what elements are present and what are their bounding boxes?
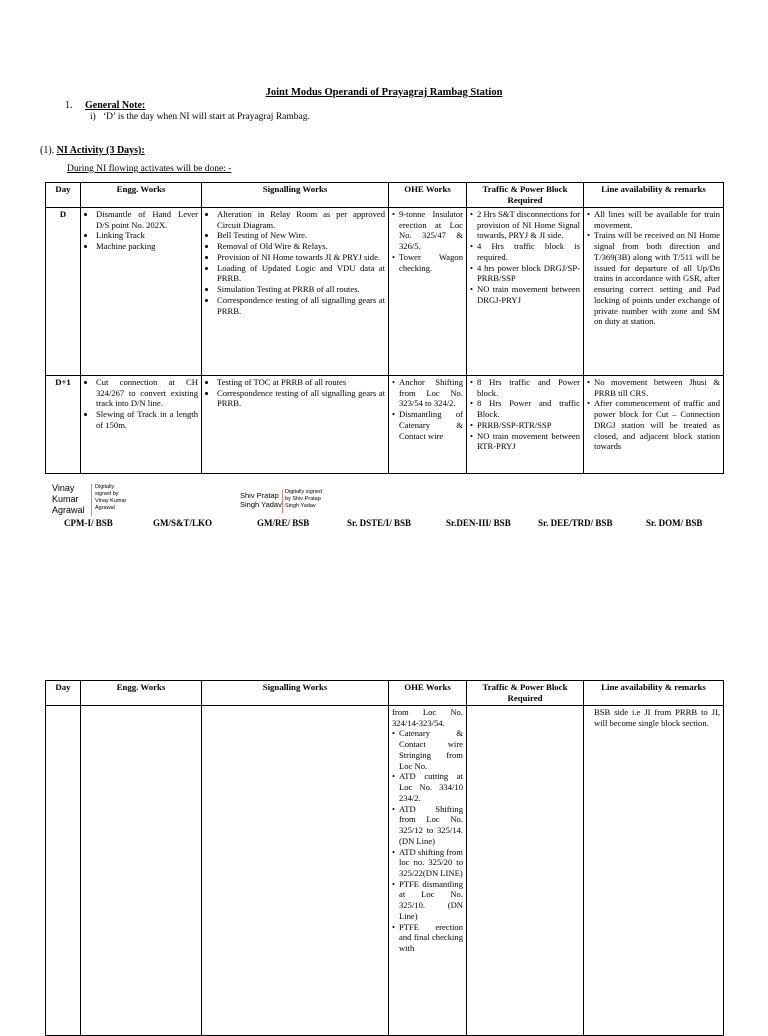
line-availability-cell xyxy=(584,207,724,375)
list-item: • Anchor Shifting from Loc No. 323/54 to 324/2. xyxy=(392,377,463,409)
signalling-cell xyxy=(202,705,389,1035)
list-item: • Correspondence testing of all signalling gears at PRRB. xyxy=(217,295,385,316)
list-item: • 4 Hrs traffic block is required. xyxy=(470,241,580,262)
ohe-cell xyxy=(389,705,467,1035)
header-engg-works: Engg. Works xyxy=(81,183,202,208)
list-item: • 8 Hrs Power and traffic Block. xyxy=(470,398,580,419)
list-item: • Bell Testing of New Wire. xyxy=(217,230,385,241)
footer-label-sr-den: Sr.DEN-III/ BSB xyxy=(446,518,511,528)
list-item: • Cut connection at CH 324/267 to convert existing track into D/N line. xyxy=(96,377,198,409)
line-continued-text: BSB side i.e JI from PRRB to JI, will become single block section. xyxy=(594,706,720,728)
footer-label-cpm: CPM-I/ BSB xyxy=(64,518,113,528)
list-item: • All lines will be available for train movement. xyxy=(587,209,720,230)
list-item: • 2 Hrs S&T disconnections for provision of NI Home Signal towards, PRYJ & JI side. xyxy=(470,209,580,241)
line-availability-cell xyxy=(584,705,724,1035)
list-item: • After commencement of traffic and power block for Cut – Connection DRGJ station will be treated as closed, and adjacent block station towards xyxy=(587,398,720,452)
signalling-cell xyxy=(202,375,389,473)
day-cell xyxy=(46,705,81,1035)
line-availability-cell xyxy=(584,375,724,473)
continuation-table xyxy=(45,680,724,1036)
table-row xyxy=(46,375,724,473)
ni-activity-prefix: (1). xyxy=(40,145,55,156)
header-ohe-works: OHE Works xyxy=(389,681,467,706)
header-line-availability: Line availability & remarks xyxy=(584,681,724,706)
day-cell: D xyxy=(46,207,81,375)
header-signalling-works: Signalling Works xyxy=(202,183,389,208)
page-title: Joint Modus Operandi of Prayagraj Rambag Station xyxy=(265,87,503,98)
ohe-cell xyxy=(389,375,467,473)
general-note-heading xyxy=(65,100,145,111)
list-item: • ATD Shifting from Loc No. 325/12 to 325/14. (DN Line) xyxy=(392,804,463,847)
signature-1-divider xyxy=(91,484,92,516)
list-item: • Dismantling of Catenary & Contact wire xyxy=(392,409,463,441)
list-item: • Loading of Updated Logic and VDU data at PRRB. xyxy=(217,263,385,284)
list-item: • Catenary & Contact wire Stringing from Loc No. xyxy=(392,728,463,771)
list-item: • NO train movement between DRGJ-PRYJ xyxy=(470,284,580,305)
general-note-item-num: i) xyxy=(90,112,96,122)
header-traffic-power-block: Traffic & Power Block Required xyxy=(467,681,584,706)
list-item: • Correspondence testing of all signalling gears at PRRB. xyxy=(217,388,385,409)
table-row xyxy=(46,705,724,1035)
list-item: • Tower Wagon checking. xyxy=(392,252,463,273)
general-note-item-text: ‘D’ is the day when NI will start at Prayagraj Rambag. xyxy=(102,112,310,122)
header-engg-works: Engg. Works xyxy=(81,681,202,706)
engg-cell xyxy=(81,207,202,375)
list-item: • Provision of NI Home towards JI & PRYJ side. xyxy=(217,252,385,263)
list-item: • Testing of TOC at PRRB of all routes xyxy=(217,377,385,388)
during-note: During NI flowing activates will be done: - xyxy=(67,164,232,174)
table-row xyxy=(46,207,724,375)
list-item: • Simulation Testing at PRRB of all routes. xyxy=(217,284,385,295)
signature-1-name: Vinay Kumar Agrawal xyxy=(52,483,85,515)
list-item: • Trains will be received on NI Home signal from both direction and T/369(3B) along with T/511 will be issued for departure of all Up/Dn trains in accordance with GSR, after ensuring correct setting and Pad locking of points under exchange of private number with zone and SM on duty at station. xyxy=(587,230,720,327)
list-item: • Alteration in Relay Room as per approved Circuit Diagram. xyxy=(217,209,385,230)
signature-2-name: Shiv Pratap Singh Yadav xyxy=(240,491,282,509)
activity-table xyxy=(45,182,724,474)
header-day: Day xyxy=(46,183,81,208)
list-item: • Dismantle of Hand Lever D/S point No. 202X. xyxy=(96,209,198,230)
traffic-cell xyxy=(467,375,584,473)
day-cell: D+1 xyxy=(46,375,81,473)
table-header-row xyxy=(46,681,724,706)
ohe-cell xyxy=(389,207,467,375)
general-note-number: 1. xyxy=(65,100,73,111)
header-day: Day xyxy=(46,681,81,706)
traffic-cell xyxy=(467,207,584,375)
ni-activity-heading xyxy=(40,145,145,156)
footer-label-sr-dste: Sr. DSTE/I/ BSB xyxy=(347,518,411,528)
list-item: • 9-tonne Insulator erection at Loc No. 325/47 & 326/5. xyxy=(392,209,463,252)
header-signalling-works: Signalling Works xyxy=(202,681,389,706)
signature-1-note: Digitally signed by Vinay Kumar Agrawal xyxy=(95,484,127,511)
signature-2-divider xyxy=(282,489,283,513)
signature-2-note: Digitally signed by Shiv Pratap Singh Yadav xyxy=(285,489,322,509)
signalling-cell xyxy=(202,207,389,375)
list-item: • ATD cutting at Loc No. 334/10 234/2. xyxy=(392,771,463,803)
list-item: • PRRB/SSP-RTR/SSP xyxy=(470,420,580,431)
table-header-row xyxy=(46,183,724,208)
list-item: • 8 Hrs traffic and Power block. xyxy=(470,377,580,398)
list-item: • NO train movement between RTR-PRYJ xyxy=(470,431,580,452)
list-item: • Removal of Old Wire & Relays. xyxy=(217,241,385,252)
footer-label-gm-re: GM/RE/ BSB xyxy=(257,518,310,528)
general-note-label: General Note: xyxy=(85,100,146,111)
header-ohe-works: OHE Works xyxy=(389,183,467,208)
traffic-cell xyxy=(467,705,584,1035)
ni-activity-label: NI Activity (3 Days): xyxy=(56,145,145,156)
list-item: • No movement between Jhusi & PRRB till CRS. xyxy=(587,377,720,398)
header-traffic-power-block: Traffic & Power Block Required xyxy=(467,183,584,208)
list-item: • Slewing of Track in a length of 150m. xyxy=(96,409,198,430)
list-item: • Linking Track xyxy=(96,230,198,241)
list-item: • PTFE dismantling at Loc No. 325/10. (DN Line) xyxy=(392,879,463,922)
general-note-item xyxy=(90,112,310,122)
list-item: • 4 hrs power block DRGJ/SP-PRRB/SSP xyxy=(470,263,580,284)
ohe-continued-text: from Loc No. 324/14-323/54. xyxy=(392,706,463,728)
footer-label-sr-dom: Sr. DOM/ BSB xyxy=(646,518,703,528)
engg-cell xyxy=(81,375,202,473)
list-item: • ATD shifting from loc no. 325/20 to 325/22(DN LINE) xyxy=(392,847,463,879)
list-item: • Machine packing xyxy=(96,241,198,252)
header-line-availability: Line availability & remarks xyxy=(584,183,724,208)
footer-label-sr-dee: Sr. DEE/TRD/ BSB xyxy=(538,518,613,528)
list-item: • PTFE erection and final checking with xyxy=(392,922,463,954)
footer-label-gm-st: GM/S&T/LKO xyxy=(153,518,213,528)
engg-cell xyxy=(81,705,202,1035)
